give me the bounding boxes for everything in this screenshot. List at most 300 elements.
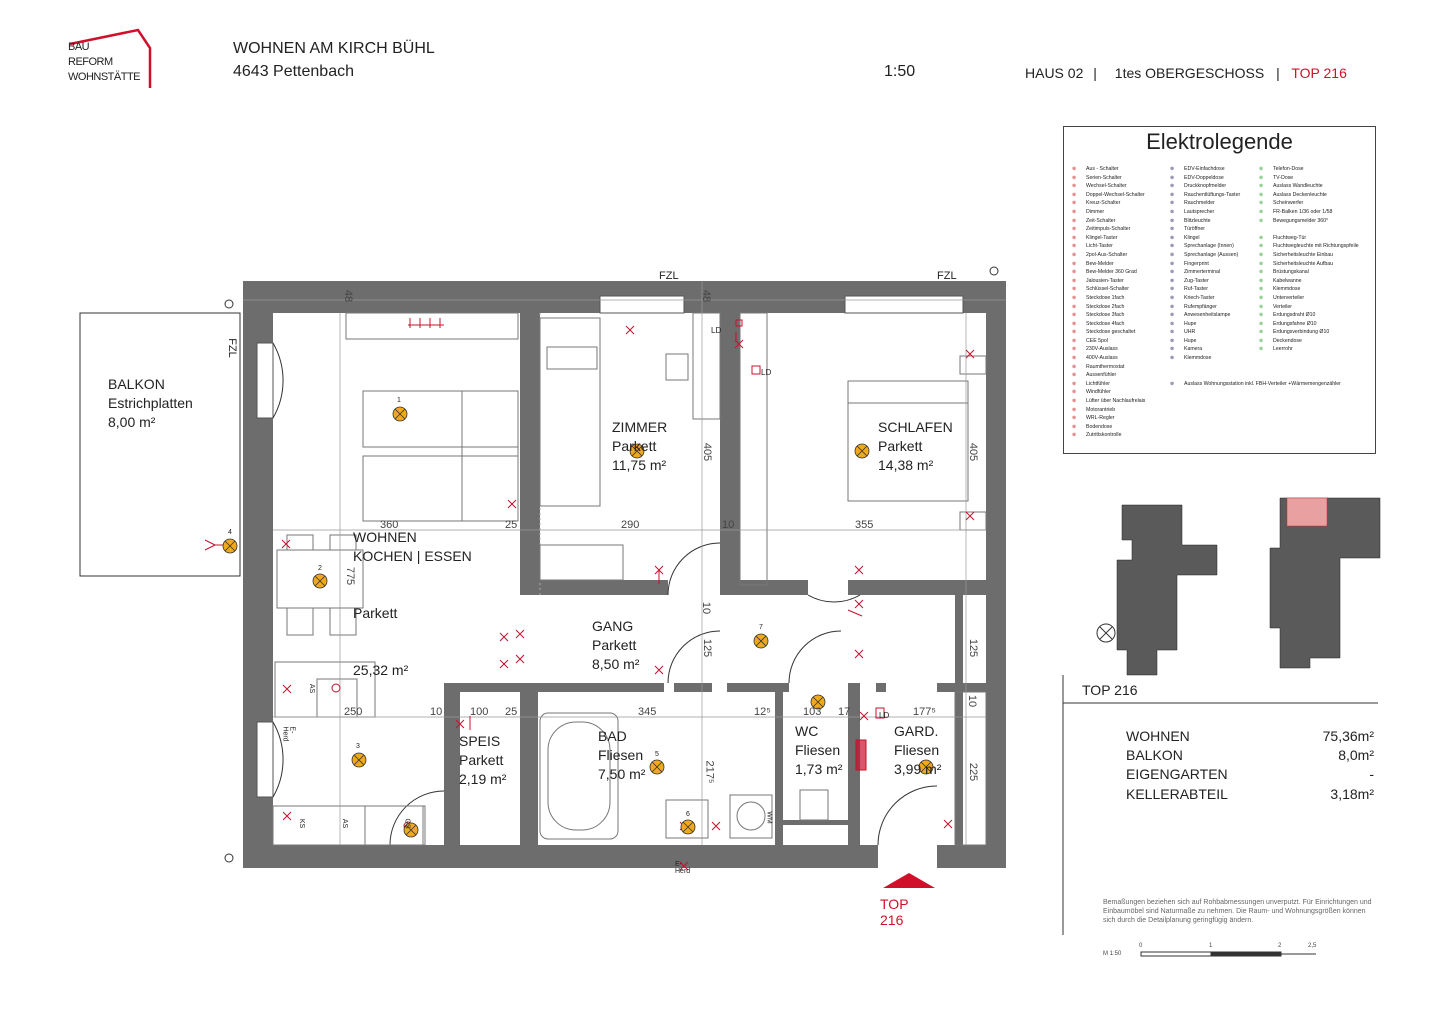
legend-item-label: Kriech-Taster — [1184, 294, 1215, 301]
plan-scale: 1:50 — [884, 63, 916, 80]
legend-symbol-icon: ⊗ — [1259, 183, 1264, 190]
legend-symbol-icon: ⊗ — [1072, 277, 1077, 284]
dim-label: 100 — [470, 706, 489, 718]
legend-item-label: Steckdose geschaltet — [1086, 329, 1136, 336]
legend-item-label: Sprechanlage (Innen) — [1184, 243, 1234, 250]
legend-symbol-icon: ⊗ — [1072, 372, 1077, 379]
legend-symbol-icon: ⊗ — [1170, 380, 1175, 387]
room-floor: Fliesen — [894, 742, 940, 758]
legend-item — [1259, 268, 1359, 277]
legend-item-label: Fingerprint — [1184, 260, 1209, 267]
legend-symbol-icon: ⊗ — [1170, 243, 1175, 250]
legend-symbol-icon: ⊗ — [1170, 200, 1175, 207]
north-arrow-icon — [1097, 624, 1115, 642]
legend-item-label: Lichtfühler — [1086, 380, 1110, 387]
legend-symbol-icon: ⊗ — [1072, 380, 1077, 387]
legend-item-label: Verteiler — [1273, 303, 1293, 310]
legend-item — [1072, 182, 1145, 191]
legend-column-1 — [1072, 165, 1145, 440]
fixture-label: AS — [341, 818, 349, 829]
area-value: 75,36m² — [1322, 728, 1374, 744]
legend-symbol-icon: ⊗ — [1072, 260, 1077, 267]
legend-item-label: Unterverteiler — [1273, 294, 1305, 301]
legend-item-label: Raumthermostat — [1086, 363, 1125, 370]
room-area: 3,99 m² — [894, 761, 942, 777]
dim-label: 290 — [621, 519, 640, 531]
legend-symbol-icon: ⊗ — [1072, 406, 1077, 413]
area-label: EIGENGARTEN — [1126, 766, 1228, 782]
legend-item-label: Kabelwanne — [1273, 277, 1302, 284]
fixture-label: LD — [761, 368, 772, 377]
legend-item — [1072, 320, 1145, 329]
room-floor: Parkett — [878, 438, 923, 454]
dim-label: 775 — [344, 566, 357, 586]
legend-item-label: EDV-Einfachdose — [1184, 166, 1225, 172]
legend-symbol-icon: ⊗ — [1072, 312, 1077, 319]
legend-symbol-icon: ⊗ — [1170, 208, 1175, 215]
legend-item-label: Steckdose 2fach — [1086, 303, 1125, 310]
legend-item-label: Steckdose 4fach — [1086, 320, 1125, 327]
window-tag: FZL — [937, 270, 957, 282]
legend-symbol-icon: ⊗ — [1259, 217, 1264, 224]
light-number: 2 — [318, 565, 322, 572]
legend-symbol-icon: ⊗ — [1170, 217, 1175, 224]
area-value: - — [1369, 766, 1374, 782]
legend-item-label: Rauchentlüftungs-Taster — [1184, 191, 1241, 198]
disclaimer-note: Bemaßungen beziehen sich auf Rohbabmessungen unverputzt. Für Einrichtungen und Einbaumöbel sind Naturmaße zu nehmen. Die Raum- und Wohnungsgrößen können sich durch die Detailplanung geringfügig ändern. — [1103, 899, 1372, 924]
window-tag: FZL — [225, 338, 238, 358]
dim-label: 125 — [701, 638, 714, 658]
legend-symbol-icon: ⊗ — [1072, 303, 1077, 310]
legend-item-label: Aus - Schalter — [1086, 166, 1119, 172]
fixture-label: GS — [403, 818, 411, 829]
room-schlafen — [878, 418, 953, 475]
legend-symbol-icon: ⊗ — [1170, 260, 1175, 267]
legend-item — [1259, 234, 1359, 243]
legend-item — [1072, 277, 1145, 286]
house-name: HAUS 02 — [1025, 65, 1084, 81]
dim-label: 17 — [838, 706, 851, 718]
legend-item — [1170, 354, 1341, 363]
legend-symbol-icon: ⊗ — [1072, 251, 1077, 258]
unit-name: TOP 216 — [1291, 65, 1347, 81]
legend-symbol-icon: ⊗ — [1259, 174, 1264, 181]
legend-item-label: Telefon-Dose — [1273, 166, 1304, 172]
legend-item — [1072, 328, 1145, 337]
room-floor: Fliesen — [598, 747, 644, 763]
legend-item-label: Sprechanlage (Aussen) — [1184, 251, 1239, 258]
legend-item-label: Erdungsfahne Ø10 — [1273, 320, 1317, 327]
room-area: 8,50 m² — [592, 656, 640, 672]
room-floor: Parkett — [353, 605, 398, 621]
legend-item — [1072, 337, 1145, 346]
legend-symbol-icon: ⊗ — [1072, 346, 1077, 353]
scale-tick: 2,5 — [1308, 943, 1317, 949]
legend-symbol-icon: ⊗ — [1072, 432, 1077, 439]
area-row — [1126, 766, 1374, 782]
legend-symbol-icon: ⊗ — [1259, 303, 1264, 310]
legend-item-label: Bew-Melder 360 Grad — [1086, 269, 1137, 276]
legend-item — [1259, 260, 1359, 269]
legend-item-label: Klingel — [1184, 234, 1200, 241]
room-area: 11,75 m² — [612, 457, 667, 473]
room-name: BALKON — [108, 376, 165, 392]
legend-symbol-icon: ⊗ — [1072, 174, 1077, 181]
legend-item-label: Rauchmelder — [1184, 200, 1215, 207]
legend-item-label: Kreuz-Schalter — [1086, 200, 1121, 207]
fixture-label: LD — [711, 326, 722, 335]
legend-item — [1259, 191, 1359, 200]
legend-item-label: Sicherheitsleuchte Einbau — [1273, 251, 1333, 258]
light-number: 4 — [228, 529, 232, 536]
room-gang — [592, 617, 639, 674]
legend-symbol-icon: ⊗ — [1259, 286, 1264, 293]
legend-item — [1072, 380, 1145, 389]
legend-item-label: Windfühler — [1086, 389, 1111, 396]
legend-symbol-icon: ⊗ — [1170, 303, 1175, 310]
dim-label: 360 — [380, 519, 399, 531]
legend-item — [1072, 371, 1145, 380]
legend-item — [1259, 320, 1359, 329]
legend-symbol-icon: ⊗ — [1170, 286, 1175, 293]
room-area: 2,19 m² — [459, 771, 507, 787]
dim-label: 12⁵ — [754, 706, 771, 718]
room-floor: Estrichplatten — [108, 395, 193, 411]
scale-tick: 1 — [1209, 943, 1213, 949]
legend-item-label: 2pol-Aus-Schalter — [1086, 251, 1128, 258]
dim-label: 250 — [344, 706, 363, 718]
legend-item — [1072, 354, 1145, 363]
legend-symbol-icon: ⊗ — [1170, 337, 1175, 344]
fixture-label: WM — [765, 811, 773, 824]
legend-symbol-icon: ⊗ — [1072, 191, 1077, 198]
legend-item-label: Ruf-Taster — [1184, 286, 1208, 293]
legend-item-label: Schlüssel-Schalter — [1086, 286, 1129, 293]
legend-symbol-icon: ⊗ — [1170, 355, 1175, 362]
window-tag: FZL — [659, 270, 679, 282]
legend-item — [1072, 397, 1145, 406]
room-area: 1,73 m² — [795, 761, 843, 777]
legend-item-label: Brüstungskanal — [1273, 269, 1309, 276]
legend-symbol-icon: ⊗ — [1072, 286, 1077, 293]
grid-mark-icon — [990, 267, 998, 275]
legend-symbol-icon: ⊗ — [1072, 337, 1077, 344]
dim-label: 217⁵ — [703, 760, 716, 784]
legend-item-label: Hupe — [1184, 320, 1197, 327]
legend-item-label: Deckendose — [1273, 337, 1302, 344]
legend-item — [1259, 345, 1359, 354]
legend-item — [1072, 208, 1145, 217]
legend-symbol-icon: ⊗ — [1259, 277, 1264, 284]
light-number: 6 — [686, 811, 690, 818]
room-name: BAD — [598, 728, 627, 744]
legend-item — [1072, 199, 1145, 208]
legend-item — [1072, 217, 1145, 226]
legend-item — [1170, 363, 1341, 372]
legend-item-label: Rufempfänger — [1184, 303, 1217, 310]
logo-line-3: WOHNSTÄTTE — [68, 71, 140, 83]
room-floor: Parkett — [459, 752, 504, 768]
legend-item-label: Zeit-Schalter — [1086, 217, 1116, 224]
legend-symbol-icon: ⊗ — [1072, 166, 1077, 172]
legend-item-label: Klemmdose — [1273, 286, 1301, 293]
dim-label: 25 — [505, 519, 518, 531]
site-plan-thumbnails — [1117, 498, 1380, 675]
legend-item-label: Bew-Melder — [1086, 260, 1114, 267]
legend-title: Elektrolegende — [1146, 129, 1293, 154]
room-floor: Parkett — [612, 438, 657, 454]
room-area: 25,32 m² — [353, 662, 409, 678]
legend-item-label: Zimmerterminal — [1184, 269, 1221, 276]
legend-item — [1072, 414, 1145, 423]
room-living — [353, 490, 472, 699]
legend-item — [1259, 165, 1359, 174]
legend-item-label: Scheinwerfer — [1273, 200, 1304, 207]
legend-item — [1072, 234, 1145, 243]
dim-label: 48 — [342, 289, 355, 303]
room-name: WC — [795, 723, 819, 739]
legend-symbol-icon: ⊗ — [1259, 260, 1264, 267]
legend-symbol-icon: ⊗ — [1259, 243, 1264, 250]
legend-symbol-icon: ⊗ — [1072, 243, 1077, 250]
legend-symbol-icon: ⊗ — [1072, 183, 1077, 190]
area-label: BALKON — [1126, 747, 1183, 763]
room-zimmer — [612, 418, 667, 475]
legend-item-label: Türöffner — [1184, 226, 1205, 233]
legend-item-label: 230V-Auslass — [1086, 346, 1118, 353]
legend-symbol-icon: ⊗ — [1259, 320, 1264, 327]
floor-name: 1tes OBERGESCHOSS — [1114, 65, 1265, 81]
logo-line-2: REFORM — [68, 56, 113, 68]
legend-item — [1259, 225, 1359, 234]
legend-symbol-icon: ⊗ — [1170, 174, 1175, 181]
legend-item — [1259, 251, 1359, 260]
legend-item — [1072, 423, 1145, 432]
area-row — [1126, 728, 1374, 744]
legend-item — [1072, 363, 1145, 372]
legend-item-label: Bodendose — [1086, 423, 1113, 430]
legend-symbol-icon: ⊗ — [1259, 208, 1264, 215]
area-value: 8,0m² — [1338, 747, 1374, 763]
light-number: 7 — [759, 624, 763, 631]
room-bad — [598, 727, 645, 784]
legend-item-label: Sicherheitsleuchte Aufbau — [1273, 260, 1333, 267]
light-number: 5 — [655, 751, 659, 758]
room-gard — [894, 722, 941, 779]
legend-item-label: Serien-Schalter — [1086, 174, 1122, 181]
legend-item-label: Erdungsdraht Ø10 — [1273, 312, 1316, 319]
legend-item-label: Steckdose 1fach — [1086, 294, 1125, 301]
legend-item-label: Auslass Deckenleuchte — [1273, 191, 1327, 198]
dim-label: 103 — [803, 706, 822, 718]
legend-item — [1072, 191, 1145, 200]
dim-label: 405 — [967, 442, 980, 462]
fixture-label: LD — [879, 711, 890, 720]
legend-item-label: Druckknopfmelder — [1184, 183, 1227, 190]
area-value: 3,18m² — [1330, 786, 1374, 802]
legend-item-label: UHR — [1184, 329, 1196, 336]
legend-symbol-icon: ⊗ — [1170, 191, 1175, 198]
legend-item-label: EDV-Doppeldose — [1184, 174, 1224, 181]
separator-2: | — [1276, 65, 1280, 81]
legend-symbol-icon: ⊗ — [1072, 320, 1077, 327]
room-name: SPEIS — [459, 733, 501, 749]
legend-item-label: Aussenfühler — [1086, 372, 1117, 379]
legend-symbol-icon: ⊗ — [1259, 200, 1264, 207]
legend-item-label: Fluchtweg-Tür — [1273, 234, 1307, 241]
entrance-label: TOP 216 — [880, 896, 909, 928]
legend-item — [1259, 328, 1359, 337]
dim-label: 355 — [855, 519, 874, 531]
dim-label: 345 — [638, 706, 657, 718]
legend-item-label: Leerrohr — [1273, 346, 1293, 353]
dim-label: 48 — [700, 289, 713, 303]
legend-item-label: Zug-Taster — [1184, 277, 1209, 284]
legend-symbol-icon: ⊗ — [1170, 277, 1175, 284]
legend-item — [1072, 260, 1145, 269]
legend-item — [1072, 251, 1145, 260]
legend-symbol-icon: ⊗ — [1259, 166, 1264, 172]
legend-symbol-icon: ⊗ — [1072, 269, 1077, 276]
legend-symbol-icon: ⊗ — [1259, 234, 1264, 241]
legend-symbol-icon: ⊗ — [1072, 389, 1077, 396]
dim-label: 225 — [967, 762, 980, 782]
area-table-title: TOP 216 — [1082, 682, 1138, 698]
room-name: ZIMMER — [612, 419, 668, 435]
legend-item — [1072, 174, 1145, 183]
legend-item-label: Kamera — [1184, 346, 1203, 353]
legend-symbol-icon: ⊗ — [1072, 234, 1077, 241]
legend-item — [1170, 380, 1341, 389]
balcony-slab — [80, 313, 240, 576]
electrical-legend — [1063, 126, 1376, 454]
legend-symbol-icon: ⊗ — [1170, 234, 1175, 241]
legend-item — [1170, 371, 1341, 380]
dim-label: 10 — [430, 706, 443, 718]
legend-column-3 — [1259, 165, 1359, 354]
room-area: 7,50 m² — [598, 766, 646, 782]
legend-item-label: Dimmer — [1086, 208, 1105, 215]
legend-symbol-icon: ⊗ — [1170, 346, 1175, 353]
room-name: GANG — [592, 618, 634, 634]
legend-item-label: Blitzleuchte — [1184, 217, 1211, 224]
legend-item — [1072, 345, 1145, 354]
legend-item — [1259, 285, 1359, 294]
scale-bar-label: M 1:50 — [1103, 951, 1122, 957]
legend-symbol-icon: ⊗ — [1072, 415, 1077, 422]
legend-symbol-icon: ⊗ — [1170, 251, 1175, 258]
project-title: WOHNEN AM KIRCH BÜHL — [233, 40, 435, 57]
room-wc — [795, 722, 842, 779]
legend-item — [1072, 311, 1145, 320]
legend-item — [1072, 242, 1145, 251]
legend-symbol-icon: ⊗ — [1072, 294, 1077, 301]
legend-symbol-icon: ⊗ — [1170, 166, 1175, 172]
legend-item-label: WRL-Regler — [1086, 415, 1115, 422]
dim-label: 25 — [505, 706, 518, 718]
legend-item — [1072, 388, 1145, 397]
separator-1: | — [1093, 65, 1097, 81]
legend-item-label: Lautsprecher — [1184, 208, 1215, 215]
area-row — [1126, 786, 1374, 802]
dim-label: 125 — [967, 638, 980, 658]
area-label: KELLERABTEIL — [1126, 786, 1228, 802]
legend-symbol-icon: ⊗ — [1170, 294, 1175, 301]
legend-symbol-icon: ⊗ — [1259, 251, 1264, 258]
area-row — [1126, 747, 1374, 763]
legend-symbol-icon: ⊗ — [1259, 191, 1264, 198]
legend-item-label: Hupe — [1184, 337, 1197, 344]
legend-symbol-icon: ⊗ — [1170, 329, 1175, 336]
dim-label: 405 — [701, 442, 714, 462]
legend-item-label: Jalousien-Taster — [1086, 277, 1124, 284]
room-balcony — [108, 375, 193, 432]
light-number: 3 — [356, 743, 360, 750]
legend-item-label: Klingel-Taster — [1086, 234, 1118, 241]
legend-symbol-icon: ⊗ — [1259, 337, 1264, 344]
legend-item-label: Doppel-Wechsel-Schalter — [1086, 191, 1145, 198]
legend-item-label: Wechsel-Schalter — [1086, 183, 1127, 190]
legend-item — [1072, 406, 1145, 415]
legend-item — [1259, 277, 1359, 286]
legend-item-label: CEE 5pol — [1086, 337, 1108, 344]
legend-item-label: Anwesenheitslampe — [1184, 312, 1231, 319]
legend-symbol-icon: ⊗ — [1259, 294, 1264, 301]
light-number: 1 — [397, 397, 401, 404]
legend-item — [1072, 431, 1145, 440]
legend-symbol-icon: ⊗ — [1072, 200, 1077, 207]
legend-item-label: Lüfter über Nachlaufrelais — [1086, 398, 1146, 405]
room-floor: Parkett — [592, 637, 637, 653]
legend-item-label: 400V-Auslass — [1086, 355, 1118, 362]
legend-symbol-icon: ⊗ — [1170, 226, 1175, 233]
legend-item-label: Zeitimpuls-Schalter — [1086, 226, 1131, 233]
grid-mark-icon — [225, 300, 233, 308]
project-address: 4643 Pettenbach — [233, 63, 354, 80]
legend-symbol-icon: ⊗ — [1072, 423, 1077, 430]
dim-label: 177⁵ — [913, 706, 936, 718]
room-name: SCHLAFEN — [878, 419, 953, 435]
legend-symbol-icon: ⊗ — [1170, 183, 1175, 190]
fixture-label: E-Herd — [281, 726, 296, 742]
legend-symbol-icon: ⊗ — [1072, 208, 1077, 215]
legend-symbol-icon: ⊗ — [1072, 363, 1077, 370]
legend-item — [1259, 182, 1359, 191]
dim-label: 10 — [966, 694, 979, 708]
legend-symbol-icon: ⊗ — [1259, 312, 1264, 319]
room-floor: Fliesen — [795, 742, 841, 758]
room-name: WOHNEN KOCHEN | ESSEN — [353, 529, 472, 564]
fixture-label: AS — [308, 683, 316, 694]
legend-item-label: Klemmdose — [1184, 355, 1212, 362]
room-area: 14,38 m² — [878, 457, 934, 473]
room-speis — [459, 732, 506, 789]
legend-symbol-icon: ⊗ — [1170, 312, 1175, 319]
legend-item — [1259, 199, 1359, 208]
grid-mark-icon — [225, 854, 233, 862]
legend-symbol-icon: ⊗ — [1259, 346, 1264, 353]
scale-tick: 0 — [1139, 943, 1143, 949]
legend-item — [1259, 294, 1359, 303]
legend-symbol-icon: ⊗ — [1170, 269, 1175, 276]
legend-symbol-icon: ⊗ — [1072, 329, 1077, 336]
legend-item — [1072, 268, 1145, 277]
legend-item — [1259, 174, 1359, 183]
legend-symbol-icon: ⊗ — [1170, 320, 1175, 327]
legend-item — [1259, 303, 1359, 312]
legend-item — [1072, 303, 1145, 312]
area-label: WOHNEN — [1126, 728, 1190, 744]
